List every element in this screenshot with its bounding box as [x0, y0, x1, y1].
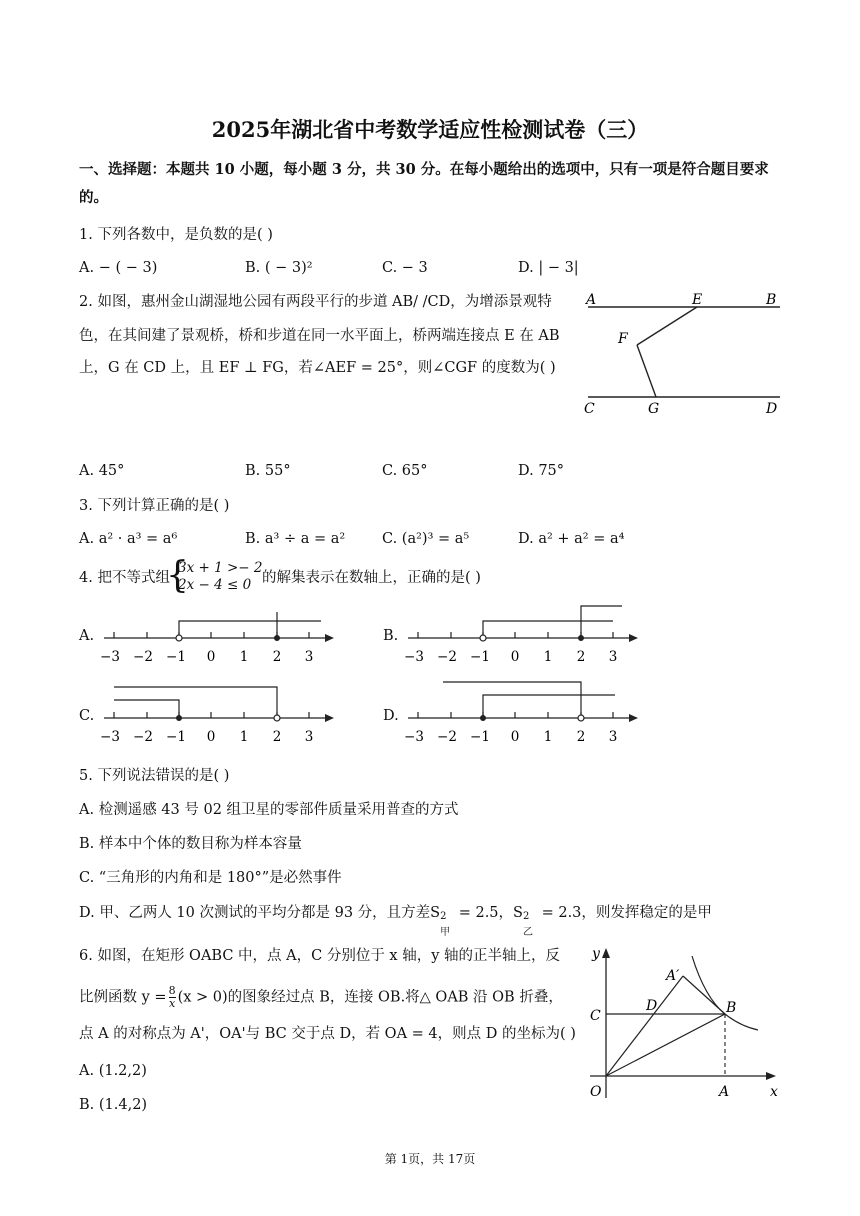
- tick-label: 2: [576, 729, 586, 745]
- q5-option-d: D. 甲、乙两人 10 次测试的平均分都是 93 分，且方差S 2 甲 = 2.5，S 2 乙 = 2.3，则发挥稳定的是甲: [79, 903, 712, 923]
- q4-inequality-1: 3x + 1 >− 2: [178, 560, 263, 576]
- tick-label: 0: [510, 729, 520, 745]
- q5-option-a: A. 检测遥感 43 号 02 组卫星的零部件质量采用普查的方式: [79, 802, 459, 818]
- q4-option-b-label: B.: [383, 628, 399, 644]
- q2-figure: [580, 285, 790, 425]
- label-a: A: [586, 292, 597, 308]
- q6-line2-pre: 比例函数 y =: [79, 989, 167, 1006]
- label-b: B: [726, 1000, 737, 1016]
- tick-label: 3: [304, 649, 314, 665]
- q1-stem: 1. 下列各数中，是负数的是( ): [79, 227, 273, 243]
- tick-label: −3: [100, 729, 120, 745]
- q4-inequality-2: 2x − 4 ≤ 0: [178, 577, 252, 593]
- tick-label: 1: [543, 729, 553, 745]
- section-heading: 一、选择题：本题共 10 小题，每小题 3 分，共 30 分。在每小题给出的选项中，只有一项是符合题目要求: [79, 161, 769, 178]
- q4-option-a-label: A.: [79, 628, 95, 644]
- tick-label: 3: [608, 729, 618, 745]
- label-d: D: [766, 401, 778, 417]
- q6-option-b: B. (1.4,2): [79, 1097, 148, 1113]
- q6-fraction: [169, 985, 176, 1010]
- page-footer: 第 1页，共 17页: [384, 1152, 476, 1166]
- tick-label: −2: [133, 649, 153, 665]
- q4-stem-pre: 4. 把不等式组: [79, 570, 170, 586]
- label-c: C: [584, 401, 595, 417]
- q3-option-a: A. a² · a³ = a⁶: [79, 531, 178, 547]
- tick-label: 3: [608, 649, 618, 665]
- segment-ob: [606, 1014, 725, 1076]
- tick-label: 1: [239, 649, 249, 665]
- q1-option-d: D. | − 3|: [518, 260, 579, 276]
- tick-label: −1: [470, 649, 490, 665]
- q4-option-b-numberline: [400, 600, 650, 670]
- q4-option-c-label: C.: [79, 708, 95, 724]
- q2-option-d: D. 75°: [518, 463, 565, 479]
- label-o: O: [590, 1084, 602, 1100]
- label-a: A: [719, 1084, 730, 1100]
- q2-option-c: C. 65°: [382, 463, 428, 479]
- tick-label: 2: [272, 649, 282, 665]
- tick-label: 1: [543, 649, 553, 665]
- q4-option-d-numberline: [400, 680, 650, 750]
- label-y: y: [592, 946, 600, 962]
- label-e: E: [692, 292, 703, 308]
- q1-option-a: A. − ( − 3): [79, 260, 158, 276]
- tick-label: −3: [404, 729, 424, 745]
- tick-label: −1: [470, 729, 490, 745]
- q4-inequality-system: [178, 560, 262, 594]
- tick-label: 3: [304, 729, 314, 745]
- q6-line3: 点 A 的对称点为 A'，OA'与 BC 交于点 D，若 OA = 4，则点 D 的坐标为( ): [79, 1026, 576, 1042]
- label-b: B: [766, 292, 777, 308]
- tick-label: −3: [404, 649, 424, 665]
- tick-label: −2: [437, 649, 457, 665]
- q5-d-sub2: 乙: [522, 927, 533, 938]
- q4-option-d-label: D.: [383, 708, 399, 724]
- label-x: x: [770, 1084, 778, 1100]
- segment-ef: [637, 307, 697, 345]
- label-f: F: [618, 331, 628, 347]
- q2-option-b: B. 55°: [245, 463, 291, 479]
- q5-option-c: C. “三角形的内角和是 180°”是必然事件: [79, 870, 342, 886]
- page-title: 2025年湖北省中考数学适应性检测试卷（三）: [211, 117, 649, 142]
- label-c: C: [590, 1008, 601, 1024]
- q6-option-a: A. (1.2,2): [79, 1063, 147, 1079]
- tick-label: 0: [206, 649, 216, 665]
- q4-option-c-numberline: [96, 680, 346, 750]
- q2-option-a: A. 45°: [79, 463, 125, 479]
- q3-option-d: D. a² + a² = a⁴: [518, 531, 625, 547]
- q5-stem: 5. 下列说法错误的是( ): [79, 768, 230, 784]
- q6-frac-num: 8: [168, 984, 176, 997]
- q6-figure: [580, 940, 790, 1105]
- label-d: D: [646, 998, 658, 1014]
- q2-line2: 色，在其间建了景观桥，桥和步道在同一水平面上，桥两端连接点 E 在 AB: [79, 328, 560, 344]
- tick-label: 0: [206, 729, 216, 745]
- q6-line2: [79, 985, 563, 1010]
- label-a-prime: A′: [666, 968, 680, 984]
- tick-label: −1: [166, 729, 186, 745]
- q6-line1: 6. 如图，在矩形 OABC 中，点 A，C 分别位于 x 轴，y 轴的正半轴上，反: [79, 948, 561, 964]
- q1-option-c: C. − 3: [382, 260, 428, 276]
- q2-line3: 上，G 在 CD 上，且 EF ⊥ FG，若∠AEF = 25°，则∠CGF 的度数为( ): [79, 360, 556, 376]
- tick-label: 2: [576, 649, 586, 665]
- q3-option-c: C. (a²)³ = a⁵: [382, 531, 470, 547]
- q3-option-b: B. a³ ÷ a = a²: [245, 531, 346, 547]
- tick-label: −2: [133, 729, 153, 745]
- label-g: G: [648, 401, 660, 417]
- section-heading-cont: 的。: [79, 189, 108, 206]
- tick-label: −3: [100, 649, 120, 665]
- tick-label: 1: [239, 729, 249, 745]
- q4-brace: {: [166, 555, 189, 596]
- q5-d-post: = 2.3，则发挥稳定的是甲: [536, 905, 712, 921]
- q6-frac-den: x: [168, 997, 176, 1010]
- q1-option-b: B. ( − 3)²: [245, 260, 313, 276]
- tick-label: 2: [272, 729, 282, 745]
- q3-stem: 3. 下列计算正确的是( ): [79, 498, 230, 514]
- segment-fg: [637, 345, 656, 397]
- q5-d-sub1: 甲: [440, 927, 451, 938]
- q4-stem-post: 的解集表示在数轴上，正确的是( ): [262, 570, 481, 586]
- tick-label: −2: [437, 729, 457, 745]
- q5-option-b: B. 样本中个体的数目称为样本容量: [79, 836, 302, 852]
- segment-oa1: [606, 976, 683, 1076]
- q5-d-mid: = 2.5，S: [454, 905, 523, 921]
- tick-label: 0: [510, 649, 520, 665]
- q4-option-a-numberline: [96, 600, 346, 670]
- q5-d-pre: D. 甲、乙两人 10 次测试的平均分都是 93 分，且方差S: [79, 905, 441, 921]
- tick-label: −1: [166, 649, 186, 665]
- q2-line1: 2. 如图，惠州金山湖湿地公园有两段平行的步道 AB/ /CD，为增添景观特: [79, 294, 552, 310]
- q6-line2-post: (x > 0)的图象经过点 B，连接 OB.将△ OAB 沿 OB 折叠，: [177, 989, 563, 1006]
